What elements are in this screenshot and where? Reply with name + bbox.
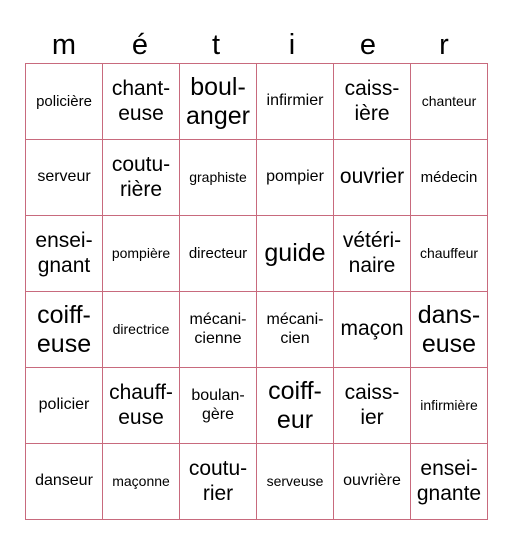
grid-row: [26, 140, 488, 216]
bingo-cell[interactable]: [180, 368, 257, 444]
bingo-cell[interactable]: [334, 368, 411, 444]
cell-label: caiss- ière: [344, 77, 400, 125]
grid-row: [26, 444, 488, 520]
cell-label: coiff- eur: [268, 376, 322, 434]
cell-label: coiff- euse: [36, 300, 92, 358]
bingo-cell[interactable]: [257, 292, 334, 368]
cell-label: policière: [36, 92, 92, 110]
bingo-cell[interactable]: [103, 292, 180, 368]
cell-label: médecin: [420, 168, 478, 186]
bingo-title: [26, 26, 482, 64]
grid-row: [26, 292, 488, 368]
bingo-cell[interactable]: [103, 140, 180, 216]
cell-label: ensei- gnant: [35, 229, 93, 277]
cell-label: ouvrière: [343, 472, 401, 490]
cell-label: pompier: [266, 168, 324, 186]
cell-label: policier: [38, 396, 90, 414]
bingo-cell[interactable]: [26, 292, 103, 368]
cell-label: caiss- ier: [344, 381, 400, 429]
bingo-cell[interactable]: [103, 368, 180, 444]
bingo-cell[interactable]: [180, 64, 257, 140]
title-letter: é: [131, 29, 149, 61]
title-letter: m: [51, 29, 77, 61]
bingo-cell[interactable]: [257, 216, 334, 292]
cell-label: coutu- rière: [111, 153, 171, 201]
cell-label: serveuse: [266, 472, 324, 489]
bingo-cell[interactable]: [180, 140, 257, 216]
title-letter: t: [211, 29, 221, 61]
grid-row: [26, 64, 488, 140]
bingo-cell[interactable]: [180, 216, 257, 292]
bingo-cell[interactable]: [411, 64, 488, 140]
bingo-cell[interactable]: [334, 292, 411, 368]
cell-label: mécani- cienne: [189, 311, 247, 347]
cell-label: coutu- rier: [188, 457, 248, 505]
cell-label: directrice: [112, 320, 170, 337]
bingo-cell[interactable]: [411, 216, 488, 292]
cell-label: ensei- gnante: [416, 457, 482, 505]
cell-label: serveur: [37, 168, 91, 186]
bingo-cell[interactable]: [103, 444, 180, 520]
cell-label: directeur: [188, 244, 248, 262]
bingo-cell[interactable]: [411, 292, 488, 368]
cell-label: chanteur: [421, 92, 477, 109]
bingo-cell[interactable]: [26, 64, 103, 140]
cell-label: maçon: [340, 317, 404, 341]
cell-label: danseur: [35, 472, 93, 490]
bingo-cell[interactable]: [180, 292, 257, 368]
bingo-cell[interactable]: [411, 140, 488, 216]
cell-label: mécani- cien: [266, 311, 324, 347]
bingo-cell[interactable]: [180, 444, 257, 520]
title-letter: e: [359, 29, 377, 61]
title-letter: r: [439, 29, 449, 61]
grid-row: [26, 368, 488, 444]
bingo-cell[interactable]: [103, 64, 180, 140]
cell-label: dans- euse: [417, 300, 481, 358]
bingo-cell[interactable]: [26, 368, 103, 444]
bingo-cell[interactable]: [334, 444, 411, 520]
grid-row: [26, 216, 488, 292]
bingo-grid: [25, 63, 488, 520]
cell-label: chauffeur: [419, 244, 479, 261]
cell-label: chauff- euse: [109, 381, 173, 429]
bingo-cell[interactable]: [257, 64, 334, 140]
cell-label: pompière: [111, 244, 171, 261]
cell-label: boul- anger: [186, 72, 250, 130]
bingo-cell[interactable]: [26, 216, 103, 292]
cell-label: graphiste: [189, 168, 247, 185]
cell-label: chant- euse: [111, 77, 171, 125]
bingo-cell[interactable]: [257, 140, 334, 216]
bingo-cell[interactable]: [257, 444, 334, 520]
bingo-cell[interactable]: [411, 444, 488, 520]
bingo-cell[interactable]: [26, 444, 103, 520]
title-letter: i: [288, 29, 296, 61]
bingo-cell[interactable]: [257, 368, 334, 444]
bingo-cell[interactable]: [26, 140, 103, 216]
cell-label: maçonne: [112, 472, 170, 489]
bingo-cell[interactable]: [334, 64, 411, 140]
cell-label: infirmière: [420, 396, 478, 413]
bingo-cell[interactable]: [334, 140, 411, 216]
bingo-cell[interactable]: [411, 368, 488, 444]
cell-label: boulan- gère: [191, 387, 245, 423]
cell-label: ouvrier: [339, 165, 405, 189]
bingo-cell[interactable]: [334, 216, 411, 292]
cell-label: guide: [264, 239, 326, 268]
bingo-cell[interactable]: [103, 216, 180, 292]
cell-label: vétéri- naire: [342, 229, 402, 277]
cell-label: infirmier: [266, 92, 324, 110]
